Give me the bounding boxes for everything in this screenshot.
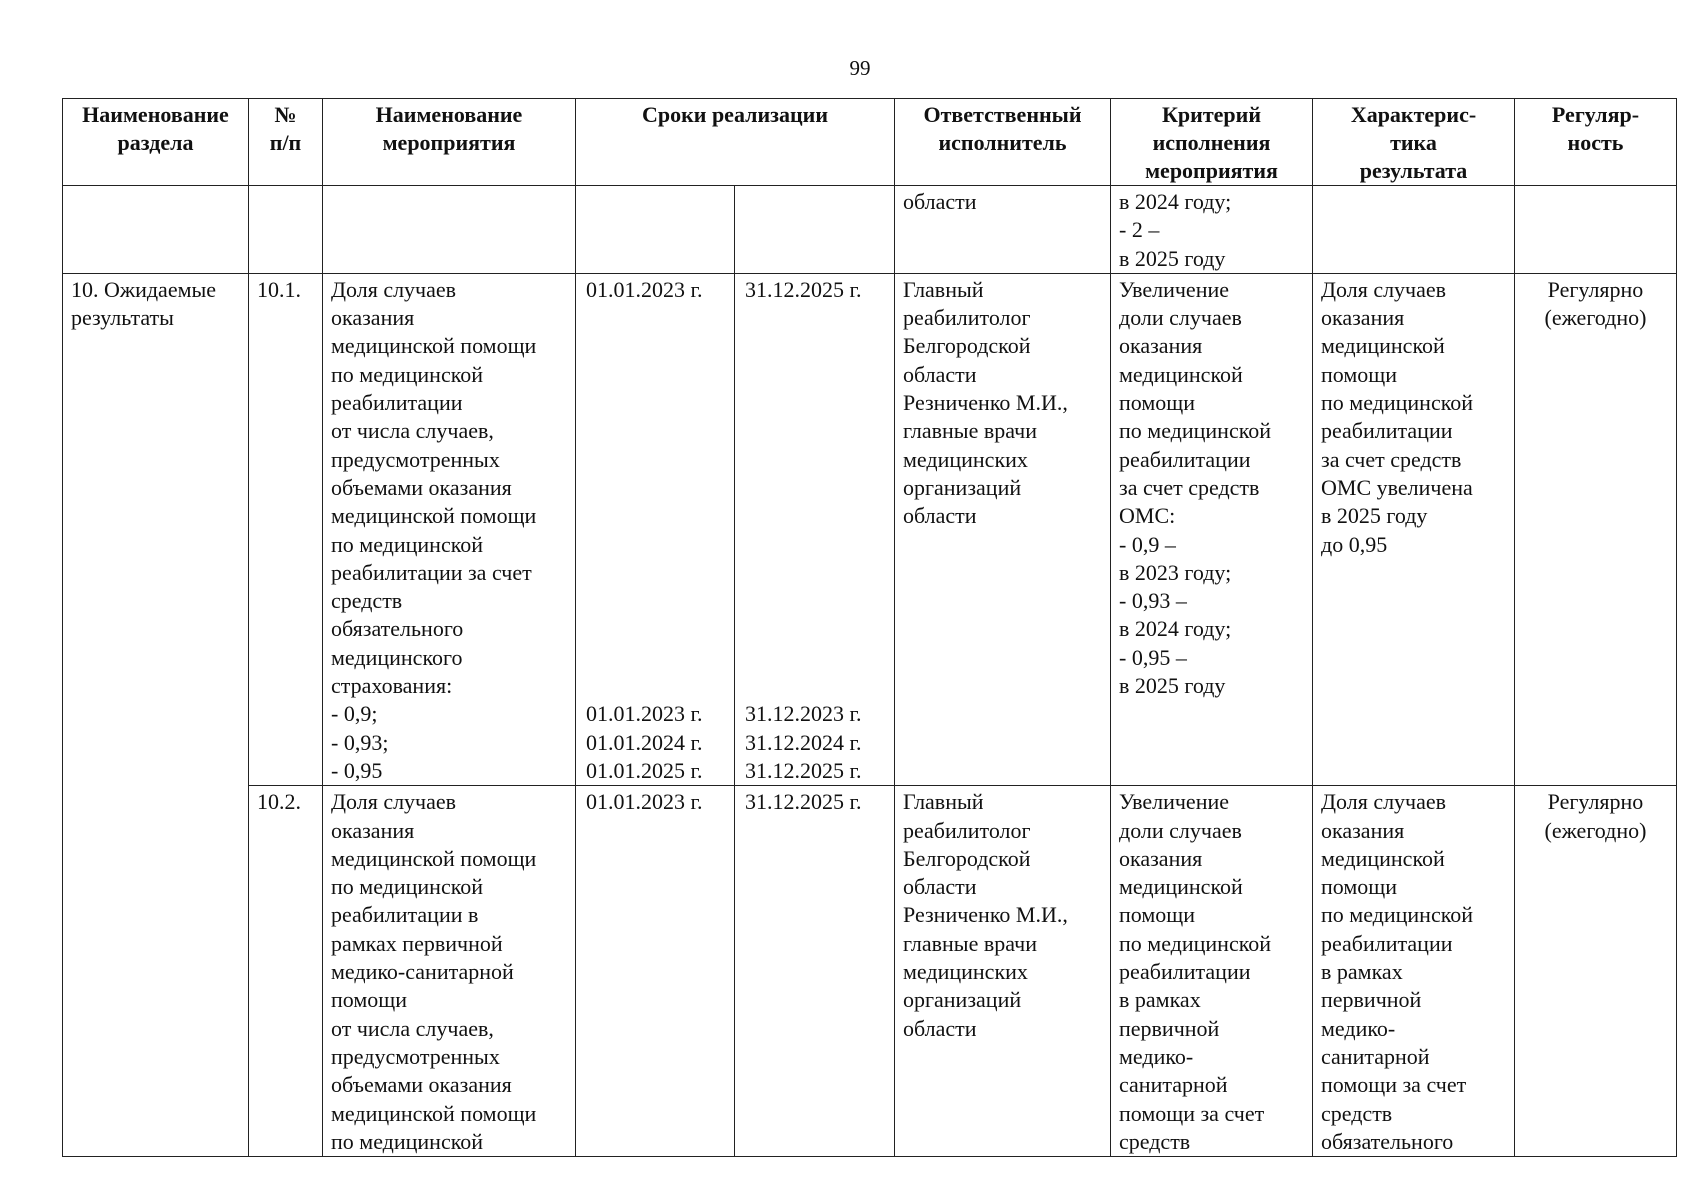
row-activity: Доля случаев оказания медицинской помощи по медицинской реабилитации от числа случаев, предусмотренных объемами оказания медицинской помощи по медицинской реабилитации за счет средств обязательного медицинского страхования: - 0,9; - 0,93; - 0,95 [323, 273, 576, 785]
section-name: 10. Ожидаемые результаты [63, 273, 249, 1156]
header-responsible: Ответственный исполнитель [895, 99, 1111, 186]
header-row [63, 99, 1677, 186]
header-section: Наименование раздела [63, 99, 249, 186]
continuation-row [63, 186, 1677, 274]
cont-responsible: области [895, 186, 1111, 274]
table-row [63, 786, 1677, 1157]
header-number: № п/п [249, 99, 323, 186]
header-characteristic: Характерис- тика результата [1313, 99, 1515, 186]
row-characteristic: Доля случаев оказания медицинской помощи по медицинской реабилитации в рамках первичной медико- санитарной помощи за счет средств обязательного [1313, 786, 1515, 1157]
row-criterion: Увеличение доли случаев оказания медицинской помощи по медицинской реабилитации за счет средств ОМС: - 0,9 – в 2023 году; - 0,93 – в 2024 году; - 0,95 – в 2025 году [1111, 273, 1313, 785]
row-criterion: Увеличение доли случаев оказания медицинской помощи по медицинской реабилитации в рамках первичной медико- санитарной помощи за счет средств [1111, 786, 1313, 1157]
cont-start [576, 186, 735, 274]
cont-activity [323, 186, 576, 274]
row-end-date-list: 31.12.2023 г. 31.12.2024 г. 31.12.2025 г. [745, 701, 862, 783]
cont-criterion: в 2024 году; - 2 – в 2025 году [1111, 186, 1313, 274]
row-end-dates [735, 273, 895, 785]
row-activity: Доля случаев оказания медицинской помощи по медицинской реабилитации в рамках первичной медико-санитарной помощи от числа случаев, предусмотренных объемами оказания медицинской помощи по медицинской [323, 786, 576, 1157]
page-number: 99 [849, 56, 871, 80]
header-criterion: Критерий исполнения мероприятия [1111, 99, 1313, 186]
plan-table [62, 98, 1677, 1157]
row-regularity: Регулярно (ежегодно) [1515, 273, 1677, 785]
table-row [63, 273, 1677, 785]
row-start-dates [576, 273, 735, 785]
row-start-date: 01.01.2023 г. [586, 276, 703, 302]
row-end-date: 31.12.2025 г. [735, 786, 895, 1157]
row-number: 10.1. [249, 273, 323, 785]
row-responsible: Главный реабилитолог Белгородской области Резниченко М.И., главные врачи медицинских организаций области [895, 273, 1111, 785]
cont-end [735, 186, 895, 274]
row-end-date: 31.12.2025 г. [745, 276, 862, 302]
header-period: Сроки реализации [576, 99, 895, 186]
row-number: 10.2. [249, 786, 323, 1157]
row-start-date-list: 01.01.2023 г. 01.01.2024 г. 01.01.2025 г. [586, 701, 703, 783]
cont-section [63, 186, 249, 274]
header-regularity: Регуляр- ность [1515, 99, 1677, 186]
cont-regularity [1515, 186, 1677, 274]
row-regularity: Регулярно (ежегодно) [1515, 786, 1677, 1157]
header-activity: Наименование мероприятия [323, 99, 576, 186]
row-start-date: 01.01.2023 г. [576, 786, 735, 1157]
row-responsible: Главный реабилитолог Белгородской области Резниченко М.И., главные врачи медицинских организаций области [895, 786, 1111, 1157]
row-characteristic: Доля случаев оказания медицинской помощи по медицинской реабилитации за счет средств ОМС увеличена в 2025 году до 0,95 [1313, 273, 1515, 785]
cont-characteristic [1313, 186, 1515, 274]
cont-number [249, 186, 323, 274]
